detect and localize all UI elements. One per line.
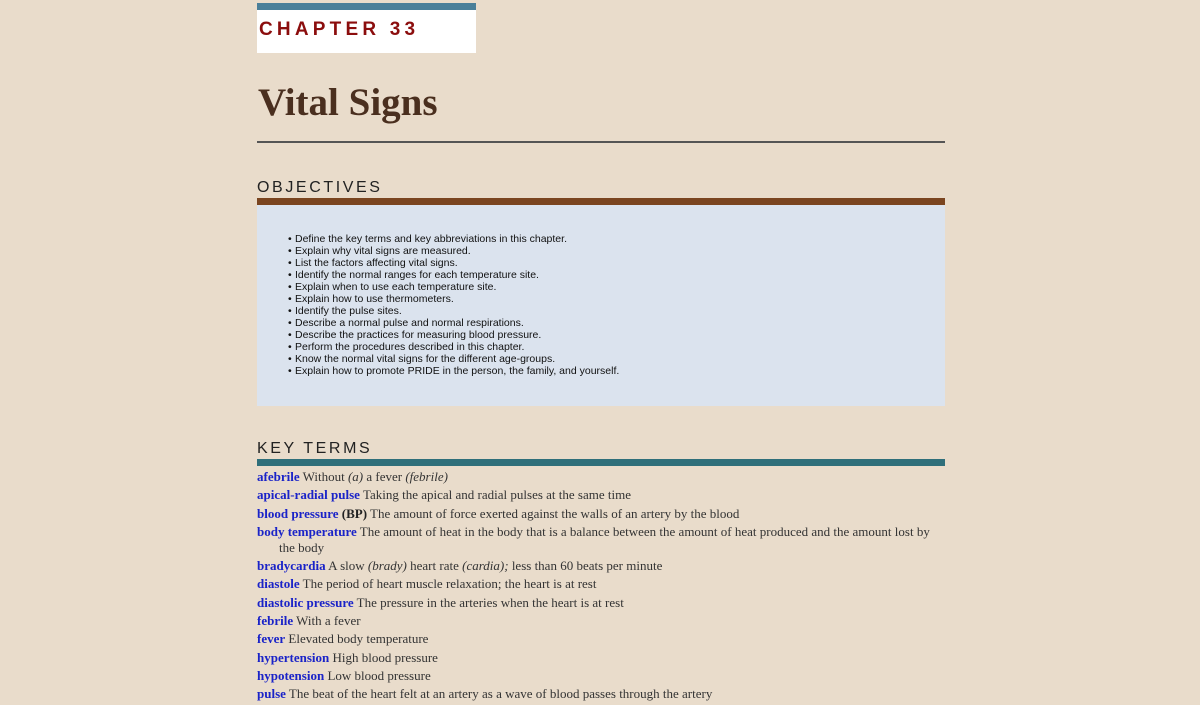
glossary-definition-part: a fever — [363, 469, 406, 484]
glossary-definition-part: (febrile) — [405, 469, 448, 484]
bullet-icon: • — [288, 293, 292, 305]
glossary-definition-part: The amount of heat in the body that is a balance between the amount of heat produced and the amount lost by the body — [279, 523, 930, 555]
objective-text: Define the key terms and key abbreviations in this chapter. — [295, 233, 567, 245]
glossary-entry — [257, 558, 945, 574]
objective-item — [288, 293, 619, 305]
objective-item — [288, 365, 619, 377]
glossary-entry — [257, 595, 945, 611]
objective-item — [288, 341, 619, 353]
objective-item — [288, 269, 619, 281]
glossary-definition-part: (a) — [347, 469, 364, 484]
glossary-term: fever — [257, 631, 286, 647]
bullet-icon: • — [288, 329, 292, 341]
glossary-entry — [257, 613, 945, 629]
glossary-entry — [257, 668, 945, 684]
objective-item — [288, 353, 619, 365]
bullet-icon: • — [288, 269, 292, 281]
objective-text: Describe the practices for measuring blood pressure. — [295, 329, 542, 341]
page-title: Vital Signs — [258, 81, 438, 124]
bullet-icon: • — [288, 365, 292, 377]
glossary-term: apical-radial pulse — [257, 487, 360, 503]
glossary-definition-part: (BP) — [341, 505, 368, 521]
glossary-definition-part: The pressure in the arteries when the heart is at rest — [353, 594, 624, 610]
objective-text: Explain why vital signs are measured. — [295, 245, 471, 257]
glossary-entry — [257, 576, 945, 592]
glossary-definition-part: Without — [299, 469, 348, 484]
glossary-definition-part: Taking the apical and radial pulses at the same time — [359, 487, 631, 503]
glossary-term: hypotension — [257, 667, 325, 683]
objective-item — [288, 245, 619, 257]
objective-text: Describe a normal pulse and normal respirations. — [295, 317, 524, 329]
glossary-term: diastole — [257, 576, 300, 592]
objective-text: Explain how to use thermometers. — [295, 293, 454, 305]
objective-item — [288, 329, 619, 341]
glossary-term: diastolic pressure — [257, 594, 354, 610]
glossary-term: hypertension — [257, 649, 330, 665]
glossary-entry — [257, 469, 945, 485]
bullet-icon: • — [288, 257, 292, 269]
glossary-definition-part: The period of heart muscle relaxation; the heart is at rest — [299, 576, 597, 592]
glossary-definition-part: The beat of the heart felt at an artery as a wave of blood passes through the artery — [285, 686, 713, 702]
bullet-icon: • — [288, 305, 292, 317]
objectives-box — [257, 205, 945, 406]
glossary-term: pulse — [257, 686, 286, 702]
objectives-list — [288, 233, 619, 377]
objective-text: Identify the pulse sites. — [295, 305, 402, 317]
glossary-entry — [257, 686, 945, 702]
glossary-definition-part: With a fever — [293, 613, 361, 629]
objectives-heading: OBJECTIVES — [257, 179, 383, 196]
title-divider — [257, 141, 945, 143]
glossary-definition-part: (brady) — [367, 558, 407, 574]
key-terms-glossary — [257, 469, 945, 705]
glossary-definition-part: The amount of force exerted against the walls of an artery by the blood — [367, 505, 740, 521]
glossary-entry — [257, 650, 945, 666]
glossary-entry — [257, 506, 945, 522]
key-terms-bar — [257, 459, 945, 466]
objective-text: Know the normal vital signs for the different age-groups. — [295, 353, 556, 365]
glossary-entry — [257, 487, 945, 503]
objective-item — [288, 305, 619, 317]
bullet-icon: • — [288, 233, 292, 245]
objectives-bar — [257, 198, 945, 205]
glossary-term: afebrile — [257, 469, 300, 484]
glossary-term: body temperature — [257, 523, 357, 539]
objective-item — [288, 233, 619, 245]
objective-text: Identify the normal ranges for each temperature site. — [295, 269, 539, 281]
glossary-definition-part: A slow — [325, 558, 368, 574]
bullet-icon: • — [288, 245, 292, 257]
chapter-label-box — [257, 3, 476, 53]
key-terms-heading: KEY TERMS — [257, 440, 373, 457]
glossary-definition-part: heart rate — [406, 558, 463, 574]
glossary-definition-part: Elevated body temperature — [285, 631, 429, 647]
objective-text: Perform the procedures described in this chapter. — [295, 341, 525, 353]
chapter-label: CHAPTER 33 — [259, 19, 420, 40]
glossary-term: febrile — [257, 613, 294, 629]
bullet-icon: • — [288, 341, 292, 353]
glossary-definition-part: High blood pressure — [329, 649, 438, 665]
bullet-icon: • — [288, 317, 292, 329]
glossary-term: blood pressure — [257, 505, 339, 521]
objective-text: List the factors affecting vital signs. — [295, 257, 458, 269]
glossary-definition-part: (cardia); — [462, 558, 509, 574]
bullet-icon: • — [288, 281, 292, 293]
bullet-icon: • — [288, 353, 292, 365]
objective-text: Explain how to promote PRIDE in the person, the family, and yourself. — [295, 365, 620, 377]
glossary-entry — [257, 524, 945, 556]
glossary-definition-part: Low blood pressure — [324, 667, 431, 683]
objective-item — [288, 257, 619, 269]
objective-text: Explain when to use each temperature site. — [295, 281, 497, 293]
glossary-definition-part: less than 60 beats per minute — [508, 558, 663, 574]
objective-item — [288, 281, 619, 293]
glossary-term: bradycardia — [257, 558, 326, 574]
glossary-entry — [257, 631, 945, 647]
objective-item — [288, 317, 619, 329]
